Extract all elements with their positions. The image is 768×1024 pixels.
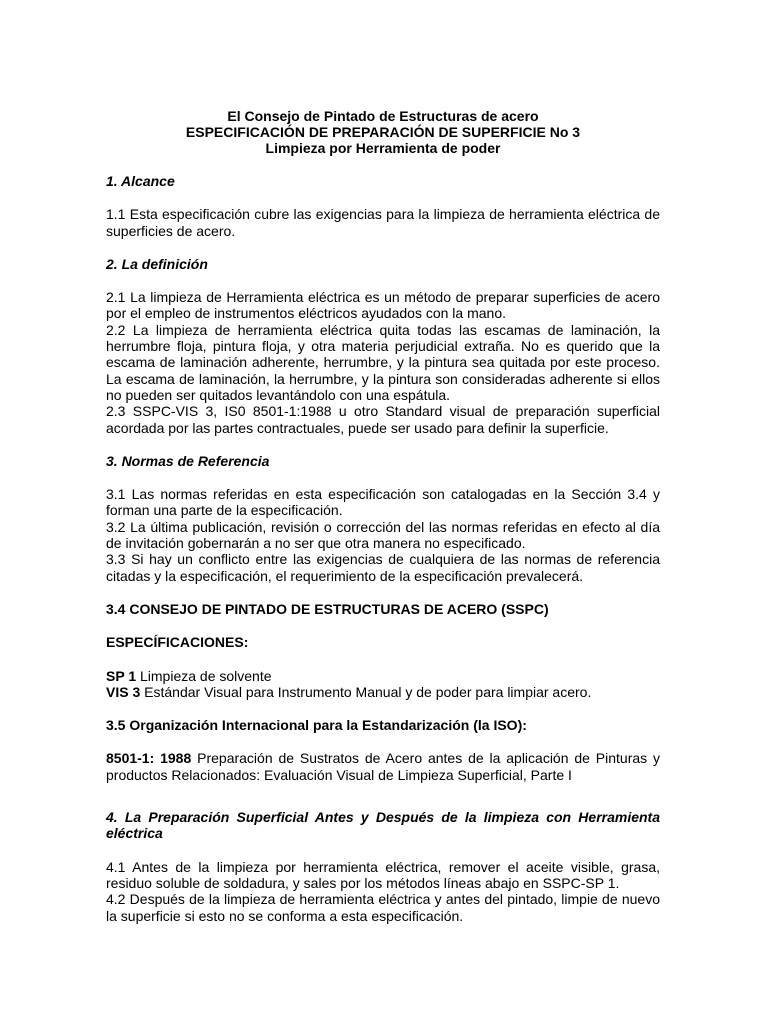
spec-vis3-text: Estándar Visual para Instrumento Manual y de poder para limpiar acero. — [140, 683, 592, 700]
header-org-title: El Consejo de Pintado de Estructuras de acero — [227, 108, 539, 124]
spec-vis3-code: VIS 3 — [106, 683, 141, 700]
paragraph-2-1: 2.1 La limpieza de Herramienta eléctrica es un método de preparar superficies de acero por el empleo de instrumentos eléctricos ayudados con la mano. — [106, 289, 660, 322]
paragraph-1-1: 1.1 Esta especificación cubre las exigencias para la limpieza de herramienta eléctrica de superficies de acero. — [106, 206, 660, 239]
spec-sp1-code: SP 1 — [106, 667, 137, 684]
iso-code: 8501-1: 1988 — [106, 750, 192, 767]
section-3-5-heading: 3.5 Organización Internacional para la Estandarización (la ISO): — [106, 717, 527, 734]
paragraph-4-2: 4.2 Después de la limpieza de herramienta eléctrica y antes del pintado, limpie de nuevo la superficie si esto no se conforma a esta especificación. — [106, 891, 660, 924]
section-4-heading: 4. La Preparación Superficial Antes y Después de la limpieza con Herramienta eléctrica — [106, 809, 660, 842]
specifications-heading: ESPECÍFICACIONES: — [106, 634, 249, 651]
section-2-heading: 2. La definición — [106, 255, 208, 272]
section-3-heading: 3. Normas de Referencia — [106, 452, 270, 469]
section-1-heading: 1. Alcance — [106, 173, 175, 189]
spec-sp1-text: Limpieza de solvente — [136, 667, 272, 684]
header-spec-subtitle: Limpieza por Herramienta de poder — [265, 140, 501, 156]
section-3-4-heading: 3.4 CONSEJO DE PINTADO DE ESTRUCTURAS DE ACERO (SSPC) — [106, 600, 549, 617]
paragraph-3-2: 3.2 La última publicación, revisión o corrección del las normas referidas en efecto al día de invitación gobernarán a no ser que otra manera no especificado. — [106, 518, 660, 552]
header-spec-title: ESPECIFICACIÓN DE PREPARACIÓN DE SUPERFICIE No 3 — [185, 124, 581, 140]
spec-vis3-line — [106, 684, 660, 700]
paragraph-3-3: 3.3 Si hay un conflicto entre las exigencias de cualquiera de las normas de referencia citadas y la especificación, el requerimiento de la especificación prevalecerá. — [106, 551, 660, 584]
spec-sp1-line — [106, 668, 660, 684]
paragraph-2-2: 2.2 La limpieza de herramienta eléctrica quita todas las escamas de laminación, la herrumbre floja, pintura floja, y otra materia perjudicial extraña. No es querido que la escama de laminación adherente, herrumbre, y la pintura sea quitada por este proceso. La escama de laminación, la herrumbre, y la pintura son consideradas adherente si ellos no pueden ser quitados levantándolo con una espátula. — [106, 321, 660, 403]
iso-text: Preparación de Sustratos de Acero antes de la aplicación de Pinturas y productos Relacionados: Evaluación Visual de Limpieza Superficial, Parte I — [106, 750, 661, 783]
paragraph-4-1: 4.1 Antes de la limpieza por herramienta eléctrica, remover el aceite visible, grasa, residuo soluble de soldadura, y sales por los métodos líneas abajo en SSPC-SP 1. — [106, 858, 660, 891]
document-header — [106, 108, 660, 156]
paragraph-3-1: 3.1 Las normas referidas en esta especificación son catalogadas en la Sección 3.4 y forman una parte de la especificación. — [106, 486, 660, 519]
document-body — [106, 173, 660, 924]
iso-reference — [106, 750, 660, 783]
paragraph-2-3: 2.3 SSPC-VIS 3, IS0 8501-1:1988 u otro Standard visual de preparación superficial acordada por las partes contractuales, puede ser usado para definir la superficie. — [106, 403, 660, 436]
